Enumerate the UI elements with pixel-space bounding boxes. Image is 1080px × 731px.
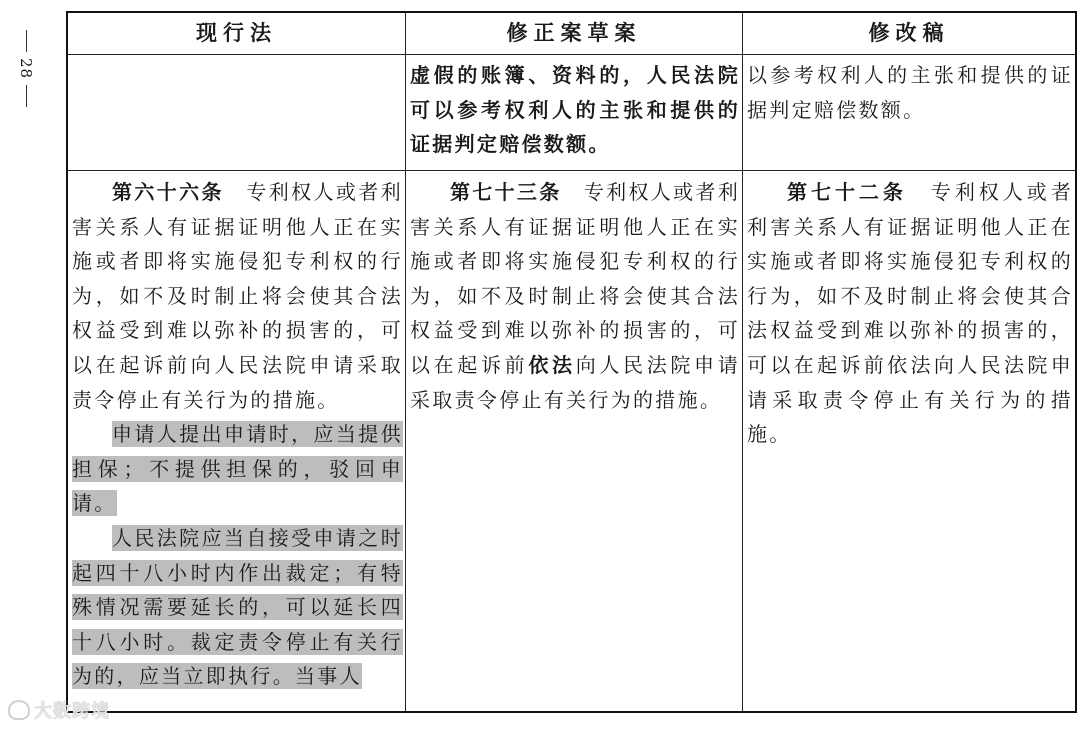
row2-draft-cell xyxy=(406,171,743,711)
article-66-paragraph-1 xyxy=(72,175,403,417)
row2-revised-cell xyxy=(743,171,1075,711)
header-revised-draft: 修改稿 xyxy=(743,13,1075,55)
article-72-paragraph xyxy=(747,175,1073,452)
article-73-label: 第七十三条 xyxy=(450,180,562,204)
row2-current-law-cell xyxy=(68,171,406,711)
page-number-rule-bottom xyxy=(26,85,27,107)
row1-current-law-cell xyxy=(68,55,406,171)
watermark-text: 大数跨境 xyxy=(34,701,110,722)
header-current-law: 现行法 xyxy=(68,13,406,55)
article-66-paragraph-3-text: 人民法院应当自接受申请之时起四十八小时内作出裁定；有特殊情况需要延长的，可以延长四十八小时。裁定责令停止有关行为的，应当立即执行。当事人 xyxy=(72,525,403,689)
comparison-table xyxy=(66,11,1077,713)
article-72-label: 第七十二条 xyxy=(787,180,907,204)
article-66-label: 第六十六条 xyxy=(112,180,224,204)
row1-draft-text: 虚假的账簿、资料的，人民法院可以参考权利人的主张和提供的证据判定赔偿数额。 xyxy=(410,63,740,157)
article-73-text-a: 专利权人或者利害关系人有证据证明他人正在实施或者即将实施侵犯专利权的行为，如不及时制止将会使其合法权益受到难以弥补的损害的，可以在起诉前 xyxy=(410,180,740,377)
article-66-paragraph-2 xyxy=(72,417,403,521)
article-73-added-words: 依法 xyxy=(528,352,576,377)
row1-draft-cell xyxy=(406,55,743,171)
article-66-paragraph-3 xyxy=(72,521,403,694)
article-73-text-b: 向人民法院申请采取责令停止有关行为的措施。 xyxy=(410,352,740,412)
row1-revised-text: 以参考权利人的主张和提供的证据判定赔偿数额。 xyxy=(747,63,1073,122)
watermark-logo-icon xyxy=(8,700,30,720)
header-draft-amendment: 修正案草案 xyxy=(406,13,743,55)
page-number-rule-top xyxy=(26,30,27,52)
watermark xyxy=(8,697,110,723)
article-72-text: 专利权人或者利害关系人有证据证明他人正在实施或者即将实施侵犯专利权的行为，如不及时制止将会使其合法权益受到难以弥补的损害的，可以在起诉前依法向人民法院申请采取责令停止有关行为的措施。 xyxy=(747,180,1073,447)
row1-revised-cell xyxy=(743,55,1075,171)
article-73-paragraph xyxy=(410,175,740,417)
article-66-paragraph-2-text: 申请人提出申请时，应当提供担保；不提供担保的，驳回申请。 xyxy=(72,422,403,516)
page-number-marker xyxy=(14,30,38,107)
article-66-text: 专利权人或者利害关系人有证据证明他人正在实施或者即将实施侵犯专利权的行为，如不及时制止将会使其合法权益受到难以弥补的损害的，可以在起诉前向人民法院申请采取责令停止有关行为的措施。 xyxy=(72,180,403,412)
page-number: 28 xyxy=(17,58,35,80)
